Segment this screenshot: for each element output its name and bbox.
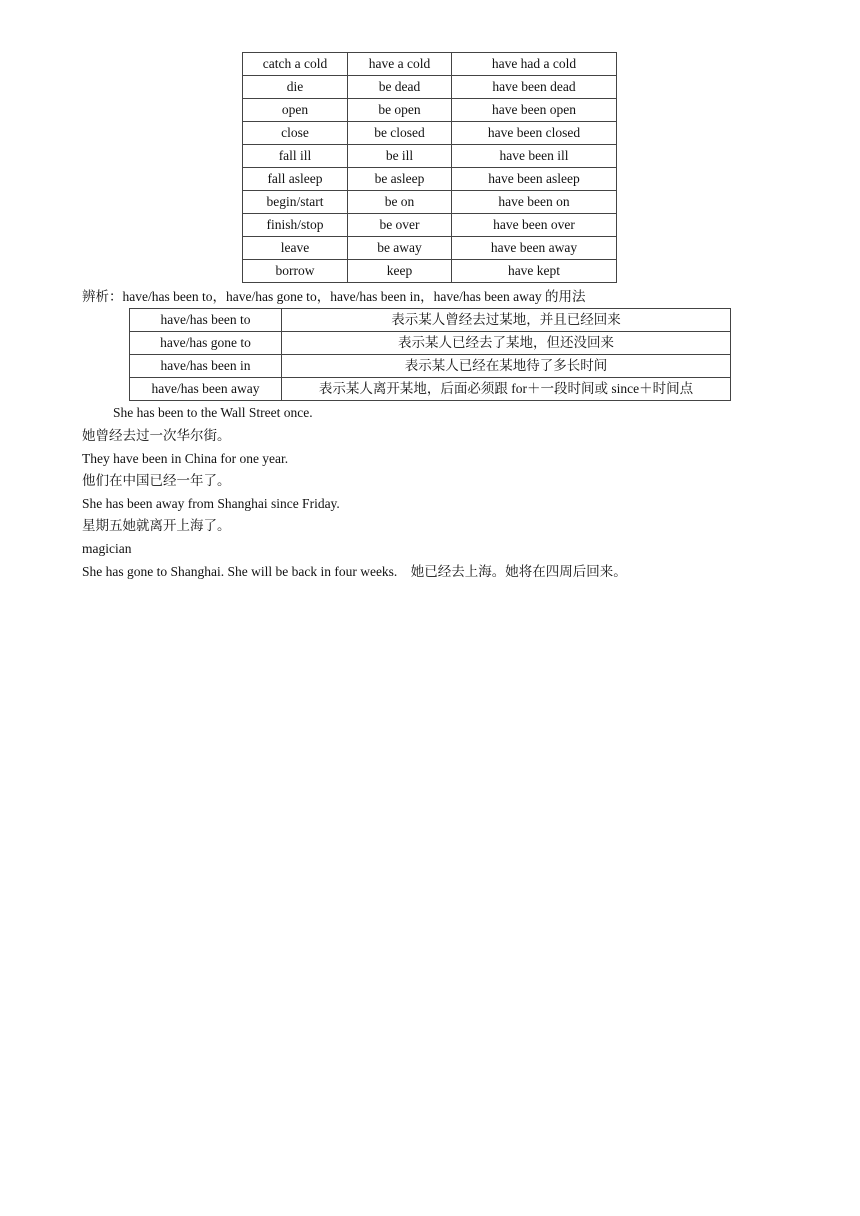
example-sentence-4: She has gone to Shanghai. She will be back in four weeks. 她已经去上海。她将在四周后回来。 — [82, 564, 627, 579]
table-row — [243, 168, 617, 191]
verb-forms-table — [242, 52, 617, 283]
verb-form-cell: be dead — [348, 76, 452, 99]
verb-form-cell: have been ill — [452, 145, 617, 168]
verb-form-cell: have been on — [452, 191, 617, 214]
table-row — [243, 191, 617, 214]
verb-form-cell: be ill — [348, 145, 452, 168]
verb-form-cell: die — [243, 76, 348, 99]
comparison-cell: have/has been away — [130, 378, 282, 401]
table-row — [243, 214, 617, 237]
vocabulary-word: magician — [82, 541, 132, 556]
analysis-heading: 辨析：have/has been to，have/has gone to，have/has been in，have/has been away 的用法 — [82, 289, 586, 304]
verb-form-cell: keep — [348, 260, 452, 283]
comparison-table — [129, 308, 731, 401]
table-row — [243, 76, 617, 99]
verb-form-cell: begin/start — [243, 191, 348, 214]
verb-form-cell: be away — [348, 237, 452, 260]
table-row — [243, 260, 617, 283]
comparison-cell: have/has gone to — [130, 332, 282, 355]
table-row — [243, 122, 617, 145]
verb-form-cell: fall ill — [243, 145, 348, 168]
verb-form-cell: be on — [348, 191, 452, 214]
example-sentence-1: She has been to the Wall Street once. — [113, 405, 313, 420]
comparison-cell: have/has been in — [130, 355, 282, 378]
verb-form-cell: finish/stop — [243, 214, 348, 237]
verb-forms-table-body — [243, 53, 617, 283]
table-row — [243, 237, 617, 260]
verb-form-cell: have been over — [452, 214, 617, 237]
example-translation-1: 她曾经去过一次华尔街。 — [82, 428, 231, 443]
comparison-cell: 表示某人已经在某地待了多长时间 — [282, 355, 731, 378]
comparison-cell: 表示某人曾经去过某地，并且已经回来 — [282, 309, 731, 332]
verb-form-cell: close — [243, 122, 348, 145]
verb-form-cell: leave — [243, 237, 348, 260]
table-row — [243, 145, 617, 168]
example-translation-3: 星期五她就离开上海了。 — [82, 518, 231, 533]
verb-form-cell: catch a cold — [243, 53, 348, 76]
verb-form-cell: borrow — [243, 260, 348, 283]
verb-form-cell: fall asleep — [243, 168, 348, 191]
comparison-cell: 表示某人离开某地，后面必须跟 for＋一段时间或 since＋时间点 — [282, 378, 731, 401]
table-row — [130, 309, 731, 332]
verb-form-cell: open — [243, 99, 348, 122]
table-row — [243, 53, 617, 76]
comparison-cell: 表示某人已经去了某地，但还没回来 — [282, 332, 731, 355]
verb-form-cell: be asleep — [348, 168, 452, 191]
verb-form-cell: have kept — [452, 260, 617, 283]
comparison-table-body — [130, 309, 731, 401]
comparison-cell: have/has been to — [130, 309, 282, 332]
verb-form-cell: be closed — [348, 122, 452, 145]
verb-form-cell: have had a cold — [452, 53, 617, 76]
verb-form-cell: be over — [348, 214, 452, 237]
verb-form-cell: have a cold — [348, 53, 452, 76]
verb-form-cell: have been closed — [452, 122, 617, 145]
example-sentence-2: They have been in China for one year. — [82, 451, 289, 466]
verb-form-cell: have been asleep — [452, 168, 617, 191]
table-row — [130, 378, 731, 401]
verb-form-cell: have been dead — [452, 76, 617, 99]
example-translation-2: 他们在中国已经一年了。 — [82, 473, 231, 488]
table-row — [243, 99, 617, 122]
table-row — [130, 332, 731, 355]
verb-form-cell: have been away — [452, 237, 617, 260]
verb-form-cell: be open — [348, 99, 452, 122]
verb-form-cell: have been open — [452, 99, 617, 122]
example-sentence-3: She has been away from Shanghai since Friday. — [82, 496, 340, 511]
table-row — [130, 355, 731, 378]
